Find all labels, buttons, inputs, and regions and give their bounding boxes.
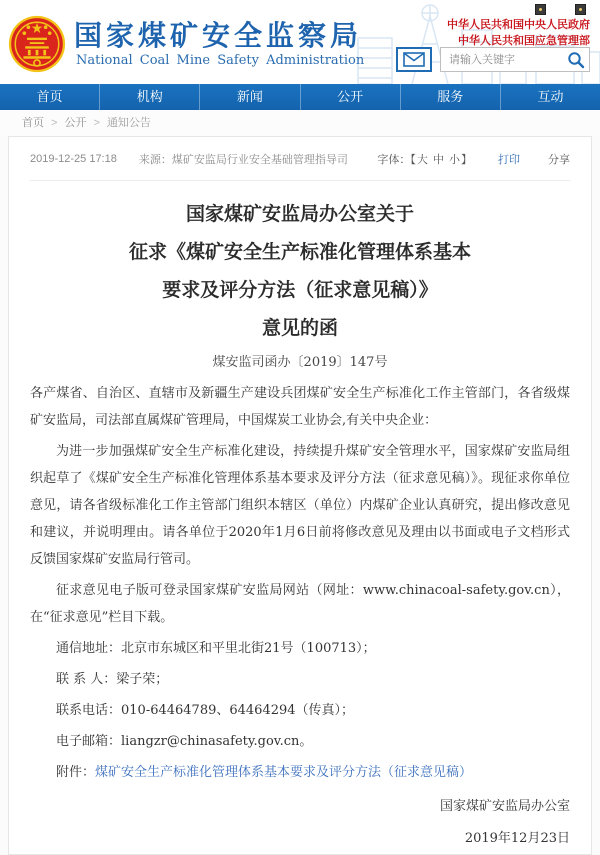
breadcrumb-separator: > [51,117,58,129]
central-government-link[interactable]: 中华人民共和国中央人民政府 [447,19,590,31]
publish-date: 2019-12-25 17:18 [30,153,117,165]
article-title [30,195,570,347]
nav-item-news[interactable]: 新闻 [199,84,299,110]
nav-item-interaction[interactable]: 互动 [500,84,600,110]
mail-icon [403,52,425,67]
signature-office: 国家煤矿安监局办公室 [439,799,570,814]
article-title-line: 要求及评分方法（征求意见稿）》 [162,279,438,301]
mail-search-area [396,47,590,72]
emergency-ministry-icon [575,4,586,15]
breadcrumb-disclosure[interactable]: 公开 [64,117,87,129]
nav-item-home[interactable]: 首页 [36,89,63,104]
article-source: 来源：煤矿安监局行业安全基础管理指导司 [138,154,348,166]
paragraph-addressees: 各产煤省、自治区、直辖市及新疆生产建设兵团煤矿安全生产标准化工作主管部门，各省级煤矿安监局，司法部直属煤矿管理局，中国煤炭工业协会,有关中央企业： [30,386,570,428]
font-size-bracket: 【 [410,154,416,166]
search-icon [567,51,585,69]
font-size-widget [377,151,472,167]
nav-item-disclosure[interactable]: 公开 [300,84,400,110]
national-emblem-logo [8,15,66,73]
paragraph-address: 通信地址：北京市东城区和平里北街21号（100713）； [56,641,376,656]
site-subtitle: National Coal Mine Safety Administration [76,53,365,68]
signature-date: 2019年12月23日 [464,831,570,846]
font-size-label: 字体： [377,154,411,166]
site-title: 国家煤矿安全监察局 [74,19,363,52]
document-number: 煤安监司函办〔2019〕147号 [212,355,388,370]
attachment-label: 附件： [56,765,96,780]
breadcrumb-current: 通知公告 [106,117,151,129]
share-button[interactable]: 分享 [548,154,570,166]
search-box [440,47,590,72]
breadcrumb [0,110,600,136]
search-button[interactable] [567,51,585,69]
paragraph-main: 为进一步加强煤矿安全生产标准化建设，持续提升煤矿安全管理水平，国家煤矿安监局组织起草了《煤矿安全生产标准化管理体系基本要求及评分方法（征求意见稿）》。现征求你单位意见，请各省级标准化工作主管部门组织本辖区（单位）内煤矿企业认真研究，提出修改意见和建议，并说明理由。请各单位于2020年1月6日前将修改意见及理由以书面或电子文档形式反馈国家煤矿安监局行管司。 [30,444,570,567]
breadcrumb-home[interactable]: 首页 [22,117,44,129]
paragraph-email: 电子邮箱：liangzr@chinasafety.gov.cn。 [56,734,313,749]
nav-item-services[interactable]: 服务 [400,84,500,110]
article-tools [377,151,570,167]
gov-links-area [447,4,590,49]
emergency-ministry-link[interactable]: 中华人民共和国应急管理部 [458,35,590,47]
article-body [30,380,570,786]
gov-site-icon [535,4,546,15]
article-title-line: 意见的函 [261,317,338,339]
gov-link-icons [447,4,586,15]
paragraph-phone: 联系电话：010-64464789、64464294（传真）； [56,703,355,718]
font-size-small-button[interactable]: 小 [449,154,460,166]
attachment-link[interactable]: 煤矿安全生产标准化管理体系基本要求及评分方法（征求意见稿） [95,765,473,780]
paragraph-download: 征求意见电子版可登录国家煤矿安监局网站（网址：www.chinacoal-safety.gov.cn），在“征求意见”栏目下载。 [30,583,570,625]
font-size-bracket: 】 [461,154,472,166]
paragraph-contact-person: 联 系 人：梁子荣； [56,672,169,687]
paragraph-attachment [30,759,570,786]
article-panel [8,136,592,855]
site-header [0,0,600,84]
meta-divider [30,180,570,181]
article-title-line: 国家煤矿安监局办公室关于 [185,203,414,225]
font-size-large-button[interactable]: 大 [416,154,428,166]
main-nav [0,84,600,110]
article-meta-row [30,151,570,167]
font-size-medium-button[interactable]: 中 [432,154,444,166]
nav-item-organization[interactable]: 机构 [99,84,199,110]
breadcrumb-separator: > [93,117,100,129]
mail-button[interactable] [396,47,432,72]
article-title-line: 征求《煤矿安全生产标准化管理体系基本 [128,241,471,263]
print-button[interactable]: 打印 [498,154,520,166]
